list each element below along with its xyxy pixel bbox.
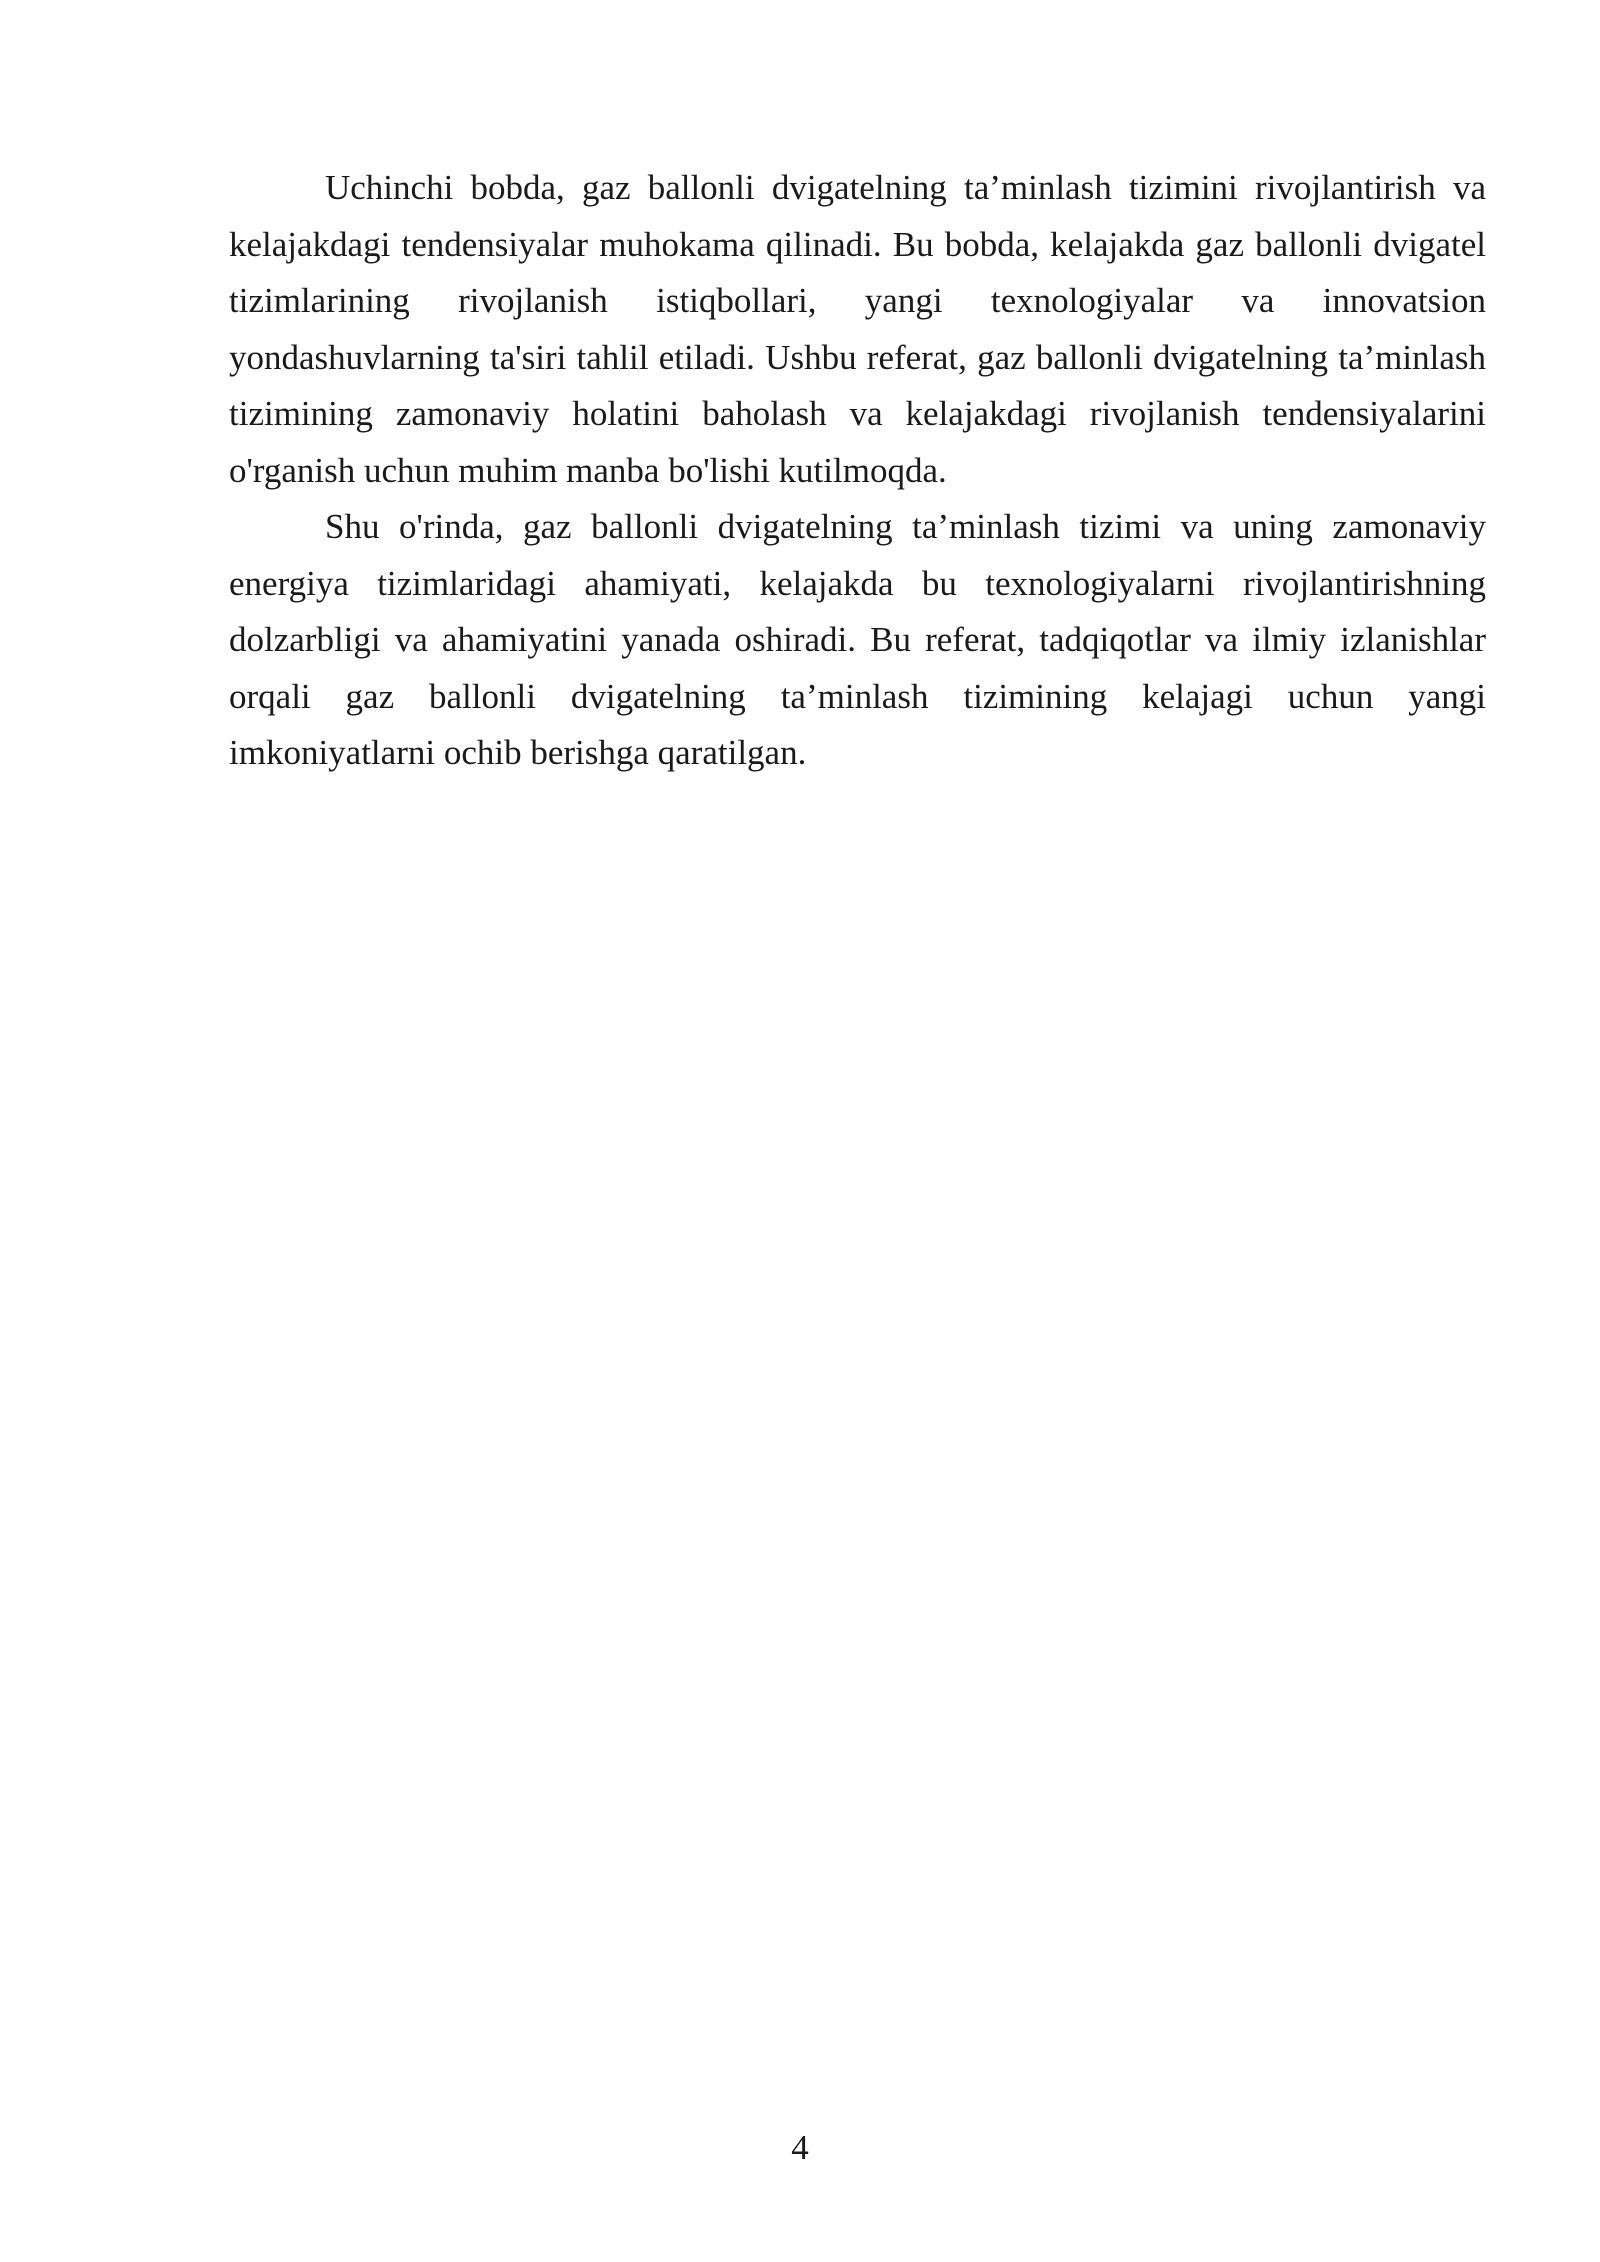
paragraph-1: Uchinchi bobda, gaz ballonli dvigatelning ta’minlash tizimini rivojlantirish va kelajakdagi tendensiyalar muhokama qilinadi. Bu bobda, kelajakda gaz ballonli dvigatel tizimlarining rivojlanish istiqbollari, yangi texnologiyalar va innovatsion yondashuvlarning ta'siri tahlil etiladi. Ushbu referat, gaz ballonli dvigatelning ta’minlash tizimining zamonaviy holatini baholash va kelajakdagi rivojlanish tendensiyalarini o'rganish uchun muhim manba bo'lishi kutilmoqda. [229,168,1486,490]
page-number: 4 [791,2128,809,2167]
body-text [229,160,1486,782]
paragraph-2: Shu o'rinda, gaz ballonli dvigatelning ta’minlash tizimi va uning zamonaviy energiya tizimlaridagi ahamiyati, kelajakda bu texnologiyalarni rivojlantirishning dolzarbligi va ahamiyatini yanada oshiradi. Bu referat, tadqiqotlar va ilmiy izlanishlar orqali gaz ballonli dvigatelning ta’minlash tizimining kelajagi uchun yangi imkoniyatlarni ochib berishga qaratilgan. [229,507,1486,772]
